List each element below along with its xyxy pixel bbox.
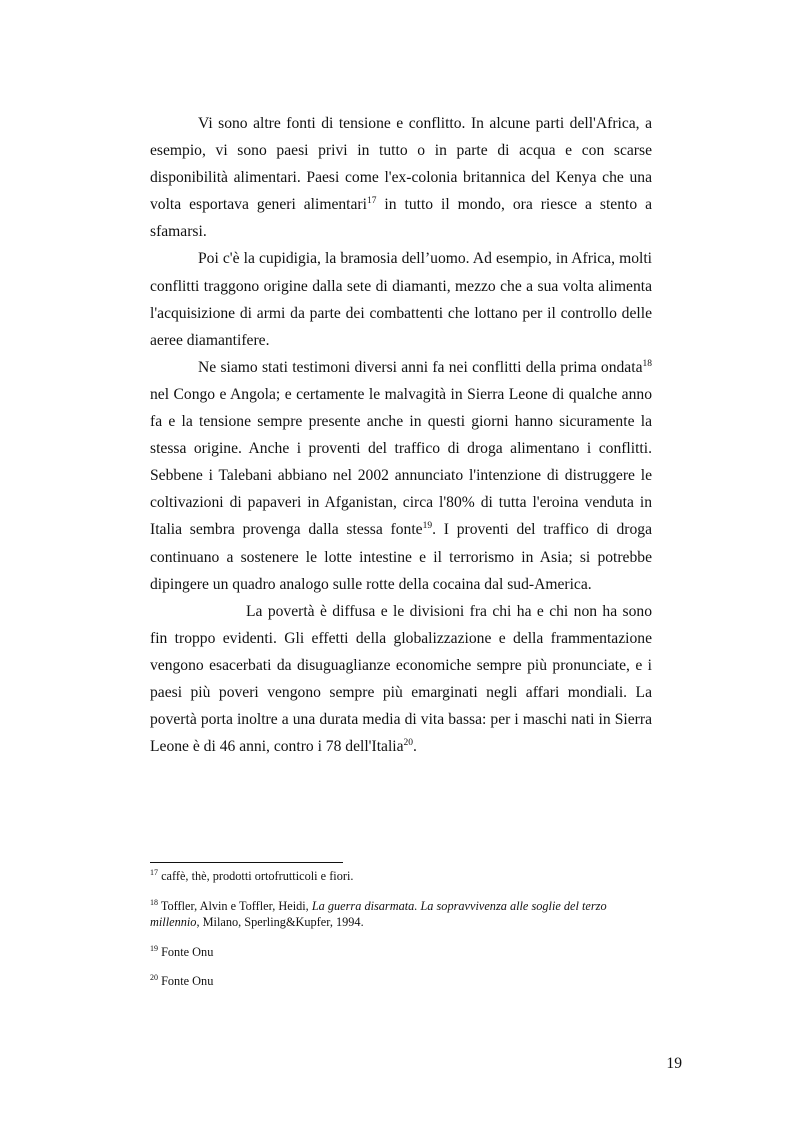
paragraph-text: in tutto il mondo, ora riesce a stento a sfamarsi.: [150, 196, 652, 241]
footnote-number: 17: [150, 868, 158, 877]
paragraph-text: nel Congo e Angola; e certamente le malvagità in Sierra Leone di qualche anno fa e la tensione sempre presente anche in questi giorni hanno sicuramente la stessa origine. Anche i proventi del traffico di droga alimentano i conflitti. Sebbene i Talebani abbiano nel 2002 annunciato l'intenzione di distruggere le coltivazioni di papaveri in Afganistan, circa l'80% di tutta l'eroina venduta in Italia sembra provenga dalla stessa fonte: [150, 385, 652, 539]
footnotes: [150, 868, 620, 1003]
footnote-17: [150, 868, 620, 885]
footnote-ref-20[interactable]: 20: [403, 738, 414, 749]
footnote-number: 19: [150, 943, 158, 953]
footnote-ref-18[interactable]: 18: [642, 358, 652, 369]
body-text: [150, 110, 652, 760]
footnote-number: 20: [150, 973, 158, 982]
footnote-text: Fonte Onu: [158, 944, 214, 959]
paragraph-text: Ne siamo stati testimoni diversi anni fa nei conflitti della prima ondata: [198, 358, 643, 376]
paragraph-text: Poi c'è la cupidigia, la bramosia dell’uomo. Ad esempio, in Africa, molti conflitti traggono origine dalla sete di diamanti, mezzo che a sua volta alimenta l'acquisizione di armi da parte dei combattenti che lottano per il controllo delle aeree diamantifere.: [150, 250, 652, 349]
footnote-text: Toffler, Alvin e Toffler, Heidi,: [158, 898, 312, 913]
paragraph-other-tensions: [150, 110, 652, 245]
footnote-text: , Milano, Sperling&Kupfer, 1994.: [196, 915, 364, 929]
paragraph-text: La povertà è diffusa e le divisioni fra chi ha e chi non ha sono fin troppo evidenti. Gli effetti della globalizzazione e della frammentazione vengono esacerbati da disuguaglianze economiche sempre più pronunciate, e i paesi più poveri vengono sempre più emarginati negli affari mondiali. La povertà porta inoltre a una durata media di vita bassa: per i maschi nati in Sierra Leone è di 46 anni, contro i 78 dell'Italia: [150, 602, 652, 756]
footnote-ref-17[interactable]: 17: [366, 196, 377, 207]
footnote-number: 18: [150, 897, 158, 907]
book-title: La guerra disarmata. La sopravvivenza alle soglie del terzo millennio: [150, 898, 607, 929]
footnote-separator: [150, 862, 343, 863]
paragraph-poverty: [150, 598, 652, 761]
footnote-20: [150, 973, 620, 990]
footnote-19: [150, 944, 620, 961]
footnote-text: Fonte Onu: [158, 974, 214, 988]
footnote-18: [150, 898, 620, 931]
paragraph-text: Vi sono altre fonti di tensione e conflitto. In alcune parti dell'Africa, a esempio, vi sono paesi privi in tutto o in parte di acqua e con scarse disponibilità alimentari. Paesi come l'ex-colonia britannica del Kenya che una volta esportava generi alimentari: [150, 115, 652, 214]
page-number: 19: [666, 1055, 682, 1072]
footnote-ref-19[interactable]: 19: [422, 521, 433, 532]
paragraph-greed: [150, 245, 652, 353]
paragraph-witnesses: [150, 354, 652, 598]
footnote-text: caffè, thè, prodotti ortofrutticoli e fiori.: [158, 869, 354, 883]
paragraph-text: . I proventi del traffico di droga continuano a sostenere le lotte intestine e il terrorismo in Asia; si potrebbe dipingere un quadro analogo sulle rotte della cocaina dal sud-America.: [150, 521, 652, 593]
paragraph-text: .: [413, 738, 417, 756]
